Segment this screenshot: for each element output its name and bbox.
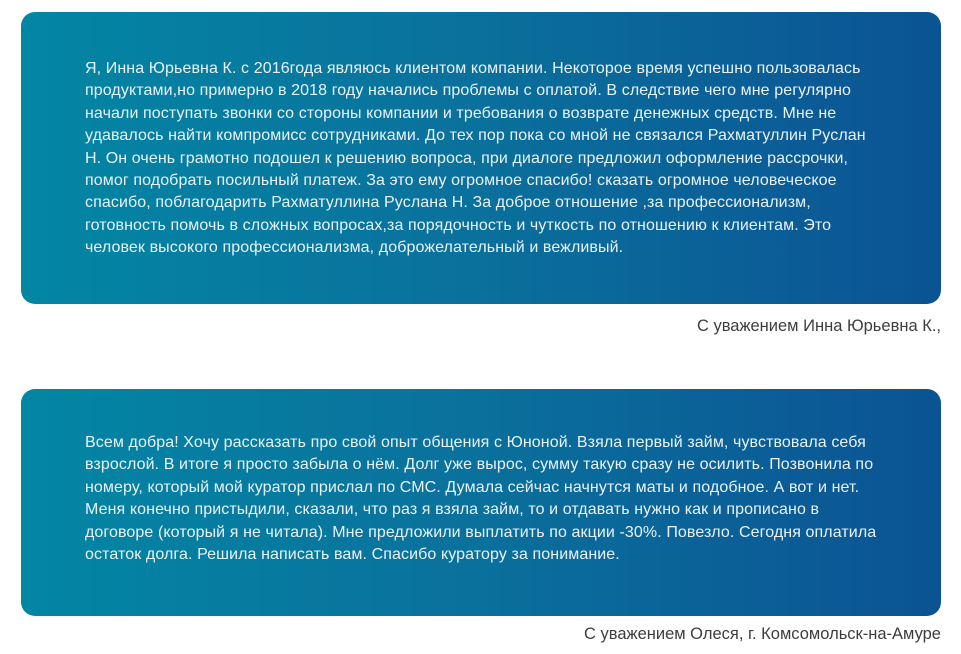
testimonial-signature-2: С уважением Олеся, г. Комсомольск-на-Амуре (584, 625, 941, 643)
testimonial-card-1 (21, 12, 941, 304)
testimonial-text-1: Я, Инна Юрьевна К. с 2016года являюсь клиентом компании. Некоторое время успешно пользовалась продуктами,но примерно в 2018 году начались проблемы с оплатой. В следствие чего мне регулярно начали поступать звонки со стороны компании и требования о возврате денежных средств. Мне не удавалось найти компромисс сотрудниками. До тех пор пока со мной не связался Рахматуллин Руслан Н. Он очень грамотно подошел к решению вопроса, при диалоге предложил оформление рассрочки, помог подобрать посильный платеж. За это ему огромное спасибо! сказать огромное человеческое спасибо, поблагодарить Рахматуллина Руслана Н. За доброе отношение ,за профессионализм, готовность помочь в сложных вопросах,за порядочность и чуткость по отношению к клиентам. Это человек высокого профессионализма, доброжелательный и вежливый. (85, 60, 866, 257)
testimonial-signature-1: С уважением Инна Юрьевна К., (696, 317, 941, 335)
testimonial-text-2: Всем добра! Хочу рассказать про свой опыт общения с Юноной. Взяла первый займ, чувствовала себя взрослой. В итоге я просто забыла о нём. Долг уже вырос, сумму такую сразу не осилить. Позвонила по номеру, который мой куратор прислал по СМС. Думала сейчас начнутся маты и подобное. А вот и нет. Меня конечно пристыдили, сказали, что раз я взяла займ, то и отдавать нужно как и прописано в договоре (который я не читала). Мне предложили выплатить по акции -30%. Повезло. Сегодня оплатила остаток долга. Решила написать вам. Спасибо куратору за понимание. (85, 434, 877, 564)
testimonial-card-2 (21, 389, 941, 616)
